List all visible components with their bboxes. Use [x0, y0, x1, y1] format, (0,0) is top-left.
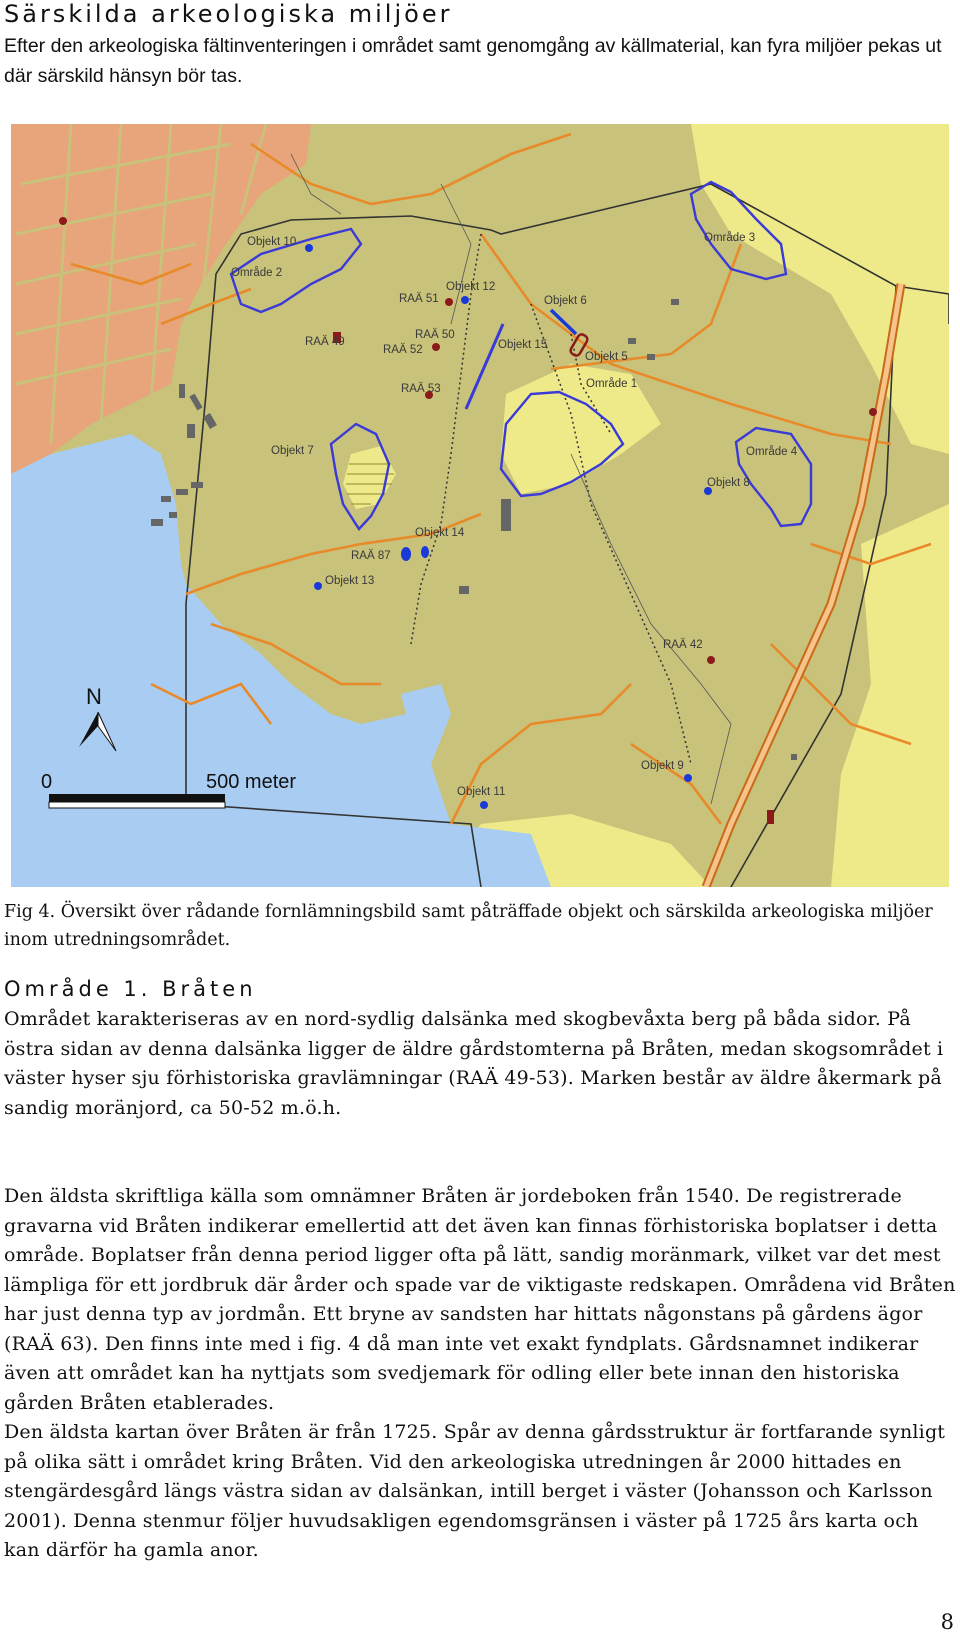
label-objekt9: Objekt 9	[641, 760, 684, 772]
label-omrade4: Område 4	[746, 446, 798, 458]
objekt11-dot	[480, 801, 488, 809]
page-number: 8	[940, 1610, 954, 1634]
label-omrade1: Område 1	[586, 378, 638, 390]
label-objekt15: Objekt 15	[498, 339, 548, 351]
label-objekt13: Objekt 13	[325, 575, 375, 587]
objekt14-dot-a	[401, 547, 411, 561]
raa51-dot	[445, 298, 453, 306]
label-objekt11: Objekt 11	[457, 786, 506, 798]
label-raa50: RAÄ 50	[415, 329, 455, 341]
label-objekt8: Objekt 8	[707, 477, 750, 489]
intro-text: Efter den arkeologiska fältinventeringen i området samt genomgång av källmaterial, kan fyra miljöer pekas ut där särskild hänsyn bör tas.	[4, 35, 942, 87]
label-objekt6: Objekt 6	[544, 295, 587, 307]
overview-map	[11, 124, 949, 887]
label-omrade3: Område 3	[704, 232, 756, 244]
north-label: N	[86, 684, 102, 709]
objekt9-dot	[684, 774, 692, 782]
objekt14-dot-b	[421, 546, 429, 558]
scale-bar-line	[49, 794, 225, 802]
paragraph-1: Området karakteriseras av en nord-sydlig dalsänka med skogbevåxta berg på båda sidor. På östra sidan av denna dalsänka ligger de äldre gårdstomterna på Bråten, medan skogsområdet i väster hyser sju förhistoriska gravlämningar (RAÄ 49-53). Marken består av äldre åkermark på sandig moränjord, ca 50-52 m.ö.h.	[4, 1008, 944, 1119]
label-objekt14: Objekt 14	[415, 527, 465, 539]
scale-end: 500 meter	[206, 771, 297, 793]
label-raa53: RAÄ 53	[401, 383, 441, 395]
label-objekt5: Objekt 5	[585, 351, 628, 363]
raa50-dot	[432, 343, 440, 351]
label-omrade2: Område 2	[231, 267, 283, 279]
page-heading: Särskilda arkeologiska miljöer	[4, 0, 453, 28]
objekt12-dot	[461, 296, 469, 304]
label-raa51: RAÄ 51	[399, 293, 439, 305]
paragraph-2: Den äldsta skriftliga källa som omnämner Bråten är jordeboken från 1540. De registrerade gravarna vid Bråten indikerar emellertid att det även kan finnas förhistoriska boplatser i detta område. Boplatser från denna period ligger ofta på lätt, sandig moränmark, vilket var det mest lämpliga för ett jordbruk där årder och spade var de viktigaste redskapen. Områdena vid Bråten har just denna typ av jordmån. Ett bryne av sandsten har hittats någonstans på gårdens ägor (RAÄ 63). Den finns inte med i fig. 4 då man inte vet exakt fyndplats. Gårdsnamnet indikerar även att området kan ha nyttjats som svedjemark för odling eller bete innan den historiska gården Bråten etablerades.	[4, 1185, 956, 1414]
objekt13-dot	[314, 582, 322, 590]
label-raa87: RAÄ 87	[351, 550, 391, 562]
paragraph-3: Den äldsta kartan över Bråten är från 1725. Spår av denna gårdsstruktur är fortfarande synligt på olika sätt i området kring Bråten. Vid den arkeologiska utredningen år 2000 hittades en stengärdesgård längs västra sidan av dalsänkan, intill berget i väster (Johansson och Karlsson 2001). Denna stenmur följer huvudsakligen egendomsgränsen i väster på 1725 års karta och kan därför ha gamla anor.	[4, 1421, 946, 1561]
objekt10-dot	[305, 244, 313, 252]
label-objekt12: Objekt 12	[446, 281, 496, 293]
raa42-dot	[707, 656, 715, 664]
section-title: Område 1. Bråten	[4, 977, 257, 1001]
scale-start: 0	[41, 771, 53, 793]
label-raa42: RAÄ 42	[663, 639, 703, 651]
figure-caption: Fig 4. Översikt över rådande fornlämningsbild samt påträffade objekt och särskilda arkeologiska miljöer inom utredningsområdet.	[4, 902, 933, 950]
label-objekt10: Objekt 10	[247, 236, 297, 248]
label-objekt7: Objekt 7	[271, 445, 314, 457]
label-raa52: RAÄ 52	[383, 344, 423, 356]
label-raa49: RAÄ 49	[305, 336, 345, 348]
